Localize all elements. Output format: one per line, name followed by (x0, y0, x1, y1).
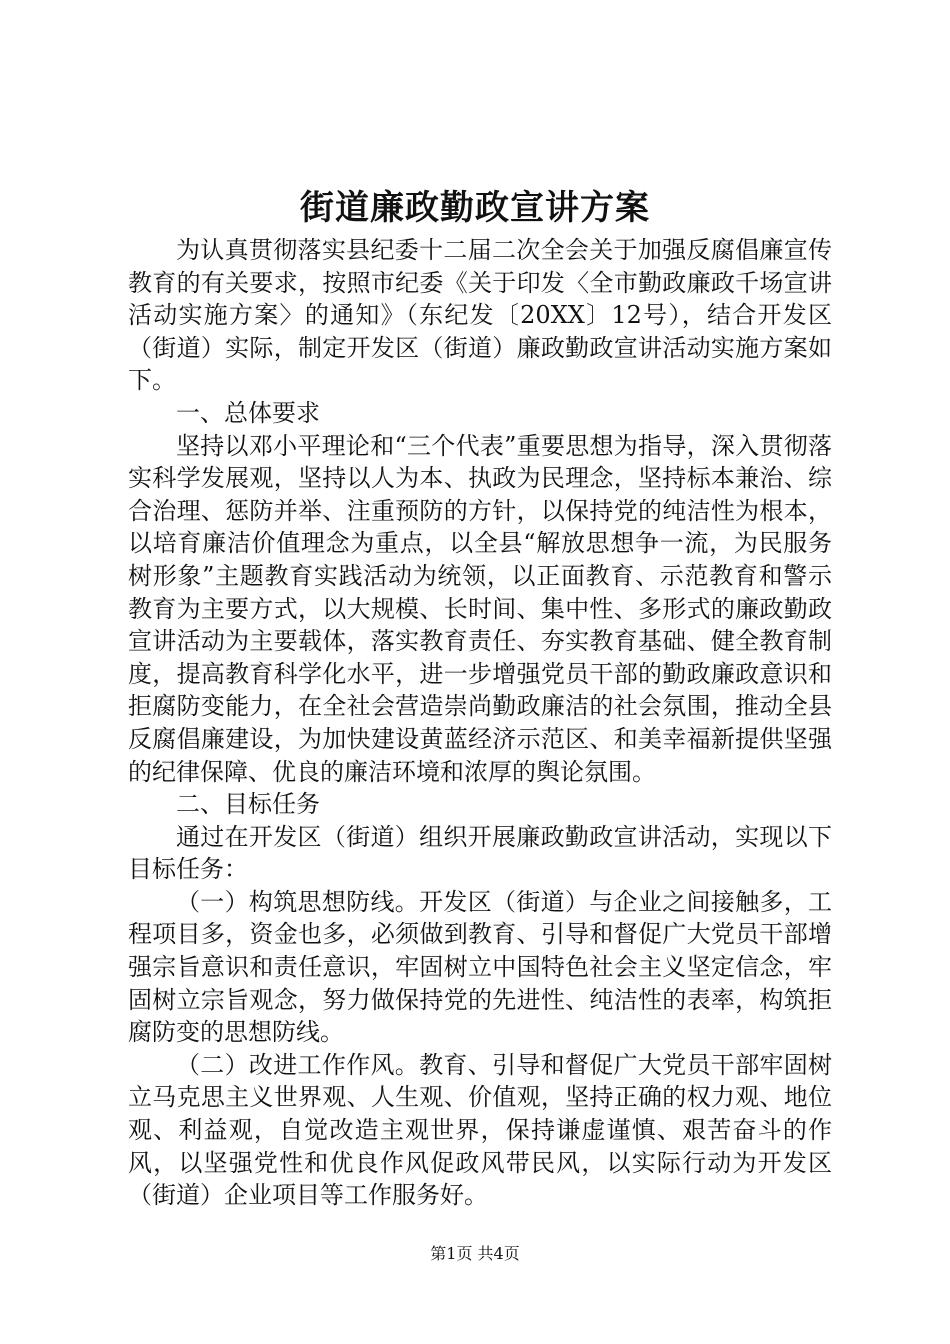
section-heading-objectives: 二、目标任务 (176, 790, 320, 819)
document-body (128, 234, 832, 1212)
paragraph-general-requirements: 坚持以邓小平理论和“三个代表”重要思想为指导，深入贯彻落实科学发展观，坚持以人为本、执政为民理念，坚持标本兼治、综合治理、惩防并举、注重预防的方针，以保持党的纯洁性为根本，以培育廉洁价值理念为重点，以全县“解放思想争一流，为民服务树形象”主题教育实践活动为统领，以正面教育、示范教育和警示教育为主要方式，以大规模、长时间、集中性、多形式的廉政勤政宣讲活动为主要载体，落实教育责任、夯实教育基础、健全教育制度，提高教育科学化水平，进一步增强党员干部的勤政廉政意识和拒腐防变能力，在全社会营造崇尚勤政廉洁的社会氛围，推动全县反腐倡廉建设，为加快建设黄蓝经济示范区、和美幸福新提供坚强的纪律保障、优良的廉洁环境和浓厚的舆论氛围。 (128, 431, 832, 786)
paragraph-objectives-intro: 通过在开发区（街道）组织开展廉政勤政宣讲活动，实现以下目标任务： (128, 822, 832, 884)
paragraph-objective-two: （二）改进工作作风。教育、引导和督促广大党员干部牢固树立马克思主义世界观、人生观、价值观，坚持正确的权力观、地位观、利益观，自觉改造主观世界，保持谦虚谨慎、艰苦奋斗的作风，以坚强党性和优良作风促政风带民风，以实际行动为开发区（街道）企业项目等工作服务好。 (128, 1050, 832, 1210)
page-number-footer: 第1页 共4页 (430, 1244, 520, 1263)
paragraph-intro: 为认真贯彻落实县纪委十二届二次全会关于加强反腐倡廉宣传教育的有关要求，按照市纪委《关于印发〈全市勤政廉政千场宣讲活动实施方案〉的通知》（东纪发〔20XX〕12号），结合开发区（街道）实际，制定开发区（街道）廉政勤政宣讲活动实施方案如下。 (128, 236, 832, 395)
document-title: 街道廉政勤政宣讲方案 (300, 188, 650, 228)
paragraph-objective-one: （一）构筑思想防线。开发区（街道）与企业之间接触多，工程项目多，资金也多，必须做到教育、引导和督促广大党员干部增强宗旨意识和责任意识，牢固树立中国特色社会主义坚定信念，牢固树立宗旨观念，努力做保持党的先进性、纯洁性的表率，构筑拒腐防变的思想防线。 (128, 887, 832, 1047)
section-heading-general-requirements: 一、总体要求 (176, 398, 320, 427)
